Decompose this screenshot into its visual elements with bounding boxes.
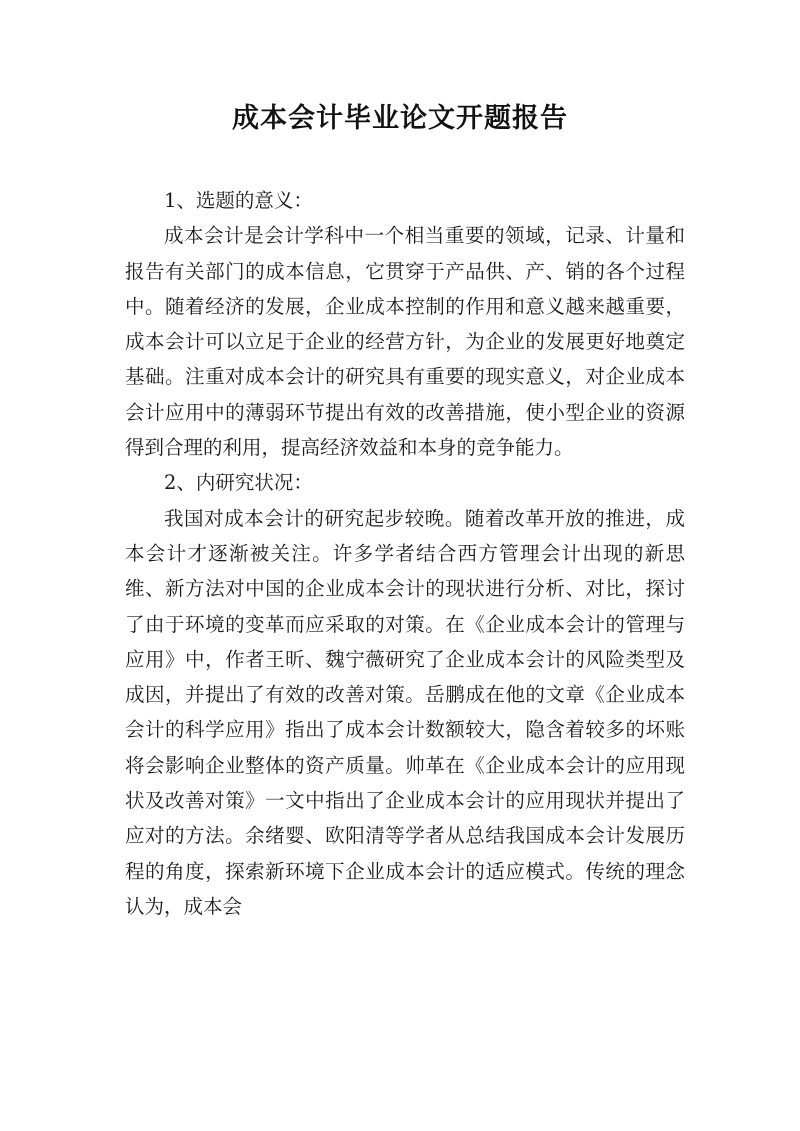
section-heading-research-status: 2、内研究状况： bbox=[164, 471, 313, 495]
section-heading-significance: 1、选题的意义： bbox=[164, 189, 313, 212]
section-paragraph-significance: 成本会计是会计学科中一个相当重要的领域，记录、计量和报告有关部门的成本信息，它贯穿于产品供、产、销的各个过程中。随着经济的发展，企业成本控制的作用和意义越来越重要，成本会计可以立足于企业的经营方针，为企业的发展更好地奠定基础。注重对成本会计的研究具有重要的现实意义，对企业成本会计应用中的薄弱环节提出有效的改善措施，使小型企业的资源得到合理的利用，提高经济效益和本身的竞争能力。 bbox=[125, 224, 685, 460]
page-title: 成本会计毕业论文开题报告 bbox=[232, 103, 568, 134]
section-paragraph-research-status: 我国对成本会计的研究起步较晚。随着改革开放的推进，成本会计才逐渐被关注。许多学者结合西方管理会计出现的新思维、新方法对中国的企业成本会计的现状进行分析、对比，探讨了由于环境的变革而应采取的对策。在《企业成本会计的管理与应用》中，作者王昕、魏宁薇研究了企业成本会计的风险类型及成因，并提出了有效的改善对策。岳鹏成在他的文章《企业成本会计的科学应用》指出了成本会计数额较大，隐含着较多的坏账将会影响企业整体的资产质量。帅革在《企业成本会计的应用现状及改善对策》一文中指出了企业成本会计的应用现状并提出了应对的方法。余绪婴、欧阳清等学者从总结我国成本会计发展历程的角度，探索新环境下企业成本会计的适应模式。传统的理念认为，成本会 bbox=[125, 506, 685, 918]
document-body bbox=[125, 183, 685, 924]
